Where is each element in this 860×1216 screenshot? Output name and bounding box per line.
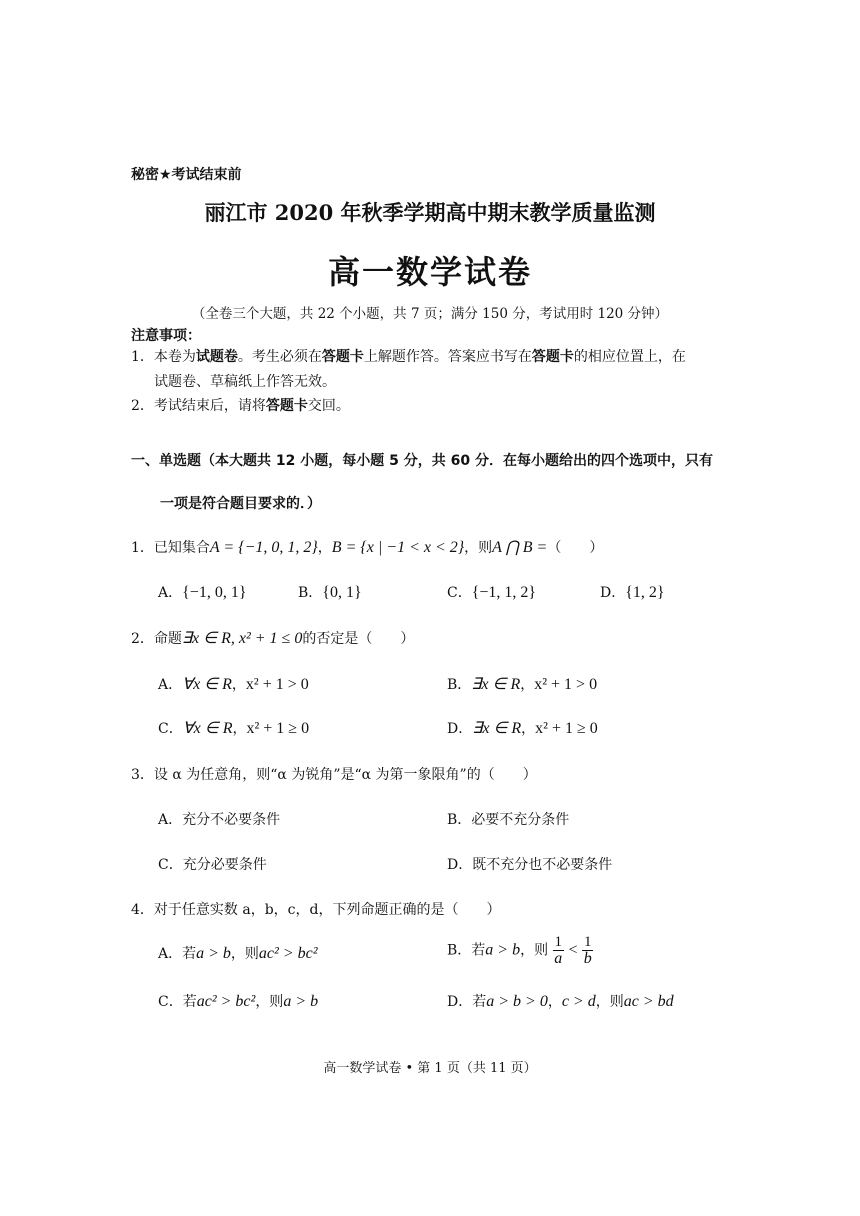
question-3-option-a: A．充分不必要条件	[158, 812, 281, 828]
notice-heading: 注意事项：	[131, 328, 201, 344]
notice-item-1: 1．本卷为试题卷。考生必须在答题卡上解题作答。答案应书写在答题卡的相应位置上，在	[131, 349, 686, 365]
question-4-option-d: D．若a > b > 0，c > d，则ac > bd	[447, 993, 674, 1010]
question-4-option-a: A．若a > b，则ac² > bc²	[158, 945, 318, 962]
exam-info: （全卷三个大题，共 22 个小题，共 7 页；满分 150 分，考试用时 120 分钟）	[191, 306, 669, 322]
question-4-option-c: C．若ac² > bc²，则a > b	[158, 993, 319, 1010]
confidential-mark: 秘密★考试结束前	[131, 167, 242, 183]
page-footer: 高一数学试卷 • 第 1 页（共 11 页）	[323, 1061, 537, 1076]
section-heading-line2: 一项是符合题目要求的．）	[160, 496, 321, 512]
question-1-option-c: C．{−1, 1, 2}	[447, 584, 537, 601]
question-2-option-c: C．∀x ∈ R，x² + 1 ≥ 0	[158, 720, 310, 737]
question-2-stem: 2．命题∃x ∈ R, x² + 1 ≤ 0的否定是（ ）	[131, 630, 415, 647]
paper-title: 高一数学试卷	[327, 253, 532, 291]
question-2-option-b: B．∃x ∈ R，x² + 1 > 0	[447, 676, 598, 693]
question-1-option-a: A．{−1, 0, 1}	[158, 584, 247, 601]
question-3-option-c: C．充分必要条件	[158, 857, 267, 873]
question-3-stem: 3．设 α 为任意角，则“α 为锐角”是“α 为第一象限角”的（ ）	[131, 767, 537, 783]
question-1-option-d: D．{1, 2}	[600, 584, 665, 601]
question-4-stem: 4．对于任意实数 a，b，c，d，下列命题正确的是（ ）	[131, 902, 501, 918]
question-3-option-d: D．既不充分也不必要条件	[447, 857, 613, 873]
question-1-stem: 1．已知集合A = {−1, 0, 1, 2}，B = {x | −1 < x < 2}，则A ⋂ B =（ ）	[131, 539, 604, 556]
notice-item-1-line2: 试题卷、草稿纸上作答无效。	[154, 374, 336, 390]
question-2-option-d: D．∃x ∈ R，x² + 1 ≥ 0	[447, 720, 598, 737]
question-3-option-b: B．必要不充分条件	[447, 812, 570, 828]
fraction-one-over-b: $\frac{1}{b}$	[583, 934, 592, 967]
question-4-option-b: B．若a > b，则 $\frac{1}{a}$ < $\frac{1}{b}$	[447, 934, 592, 967]
section-heading: 一、单选题（本大题共 12 小题，每小题 5 分，共 60 分．在每小题给出的四个选项中，只有	[131, 453, 713, 469]
question-1-option-b: B．{0, 1}	[298, 584, 362, 601]
question-2-option-a: A．∀x ∈ R，x² + 1 > 0	[158, 676, 309, 693]
notice-item-2: 2．考试结束后，请将答题卡交回。	[131, 398, 350, 414]
fraction-one-over-a: $\frac{1}{a}$	[554, 934, 563, 967]
exam-title: 丽江市 2020 年秋季学期高中期末教学质量监测	[204, 200, 656, 225]
